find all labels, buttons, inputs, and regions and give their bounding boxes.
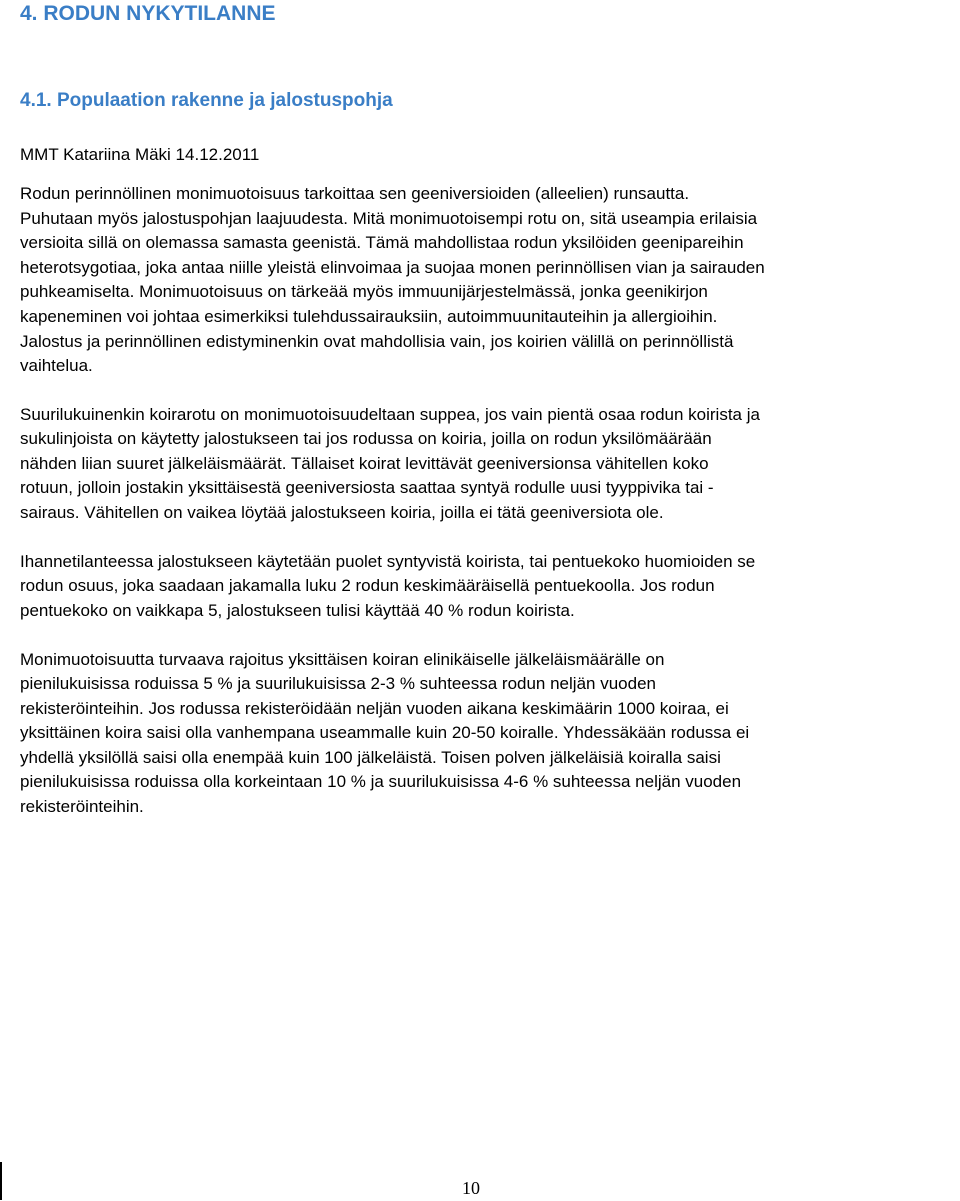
paragraph-line: pienilukuisissa roduissa 5 % ja suurilukuisissa 2-3 % suhteessa rodun neljän vuoden	[20, 674, 656, 693]
chapter-heading: 4. RODUN NYKYTILANNE	[20, 2, 276, 25]
paragraph-line: yhdellä yksilöllä saisi olla enempää kuin 100 jälkeläistä. Toisen polven jälkeläisiä koiralla saisi	[20, 748, 721, 767]
paragraph-line: yksittäinen koira saisi olla vanhempana useammalle kuin 20-50 koiralle. Yhdessäkään rodussa ei	[20, 723, 750, 742]
paragraph-line: sairaus. Vähitellen on vaikea löytää jalostukseen koiria, joilla ei tätä geeniversiota ole.	[20, 503, 664, 522]
paragraph-line: rotuun, jolloin jostakin yksittäisestä geeniversiosta saattaa syntyä rodulle uusi tyyppivika tai -	[20, 478, 714, 497]
footer-margin-rule	[0, 1162, 2, 1200]
paragraph-line: rekisteröinteihin.	[20, 797, 144, 816]
paragraph-line: pentuekoko on vaikkapa 5, jalostukseen tulisi käyttää 40 % rodun koirista.	[20, 601, 575, 620]
paragraph-line: pienilukuisissa roduissa olla korkeintaan 10 % ja suurilukuisissa 4-6 % suhteessa neljän vuoden	[20, 772, 742, 791]
paragraph-line: Monimuotoisuutta turvaava rajoitus yksittäisen koiran elinikäiselle jälkeläismäärälle on	[20, 650, 665, 669]
paragraph-line: Jalostus ja perinnöllinen edistyminenkin ovat mahdollisia vain, jos koirien välillä on perinnöllistä	[20, 332, 734, 351]
section-heading: 4.1. Populaation rakenne ja jalostuspohja	[20, 90, 393, 111]
paragraph-line: versioita sillä on olemassa samasta geenistä. Tämä mahdollistaa rodun yksilöiden geenipareihin	[20, 233, 744, 252]
paragraph-line: nähden liian suuret jälkeläismäärät. Tällaiset koirat levittävät geeniversionsa vähitellen koko	[20, 454, 709, 473]
paragraph-line: Rodun perinnöllinen monimuotoisuus tarkoittaa sen geeniversioiden (alleelien) runsautta.	[20, 184, 690, 203]
paragraph-line: Suurilukuinenkin koirarotu on monimuotoisuudeltaan suppea, jos vain pientä osaa rodun koirista ja	[20, 405, 760, 424]
paragraph-line: rodun osuus, joka saadaan jakamalla luku 2 rodun keskimääräisellä pentuekoolla. Jos rodun	[20, 576, 715, 595]
paragraph-line: vaihtelua.	[20, 356, 93, 375]
paragraph-line: Puhutaan myös jalostuspohjan laajuudesta. Mitä monimuotoisempi rotu on, sitä useampia erilaisia	[20, 209, 758, 228]
author-date-line: MMT Katariina Mäki 14.12.2011	[20, 145, 260, 164]
paragraph-line: heterotsygotiaa, joka antaa niille yleistä elinvoimaa ja suojaa monen perinnöllisen vian ja sairauden	[20, 258, 765, 277]
paragraph-line: Ihannetilanteessa jalostukseen käytetään puolet syntyvistä koirista, tai pentuekoko huomioiden se	[20, 552, 756, 571]
paragraph-line: sukulinjoista on käytetty jalostukseen tai jos rodussa on koiria, joilla on rodun yksilömäärään	[20, 429, 712, 448]
paragraph-line: rekisteröinteihin. Jos rodussa rekisteröidään neljän vuoden aikana keskimäärin 1000 koiraa, ei	[20, 699, 729, 718]
page-number: 10	[462, 1178, 480, 1198]
paragraph-line: puhkeamiselta. Monimuotoisuus on tärkeää myös immuunijärjestelmässä, jonka geenikirjon	[20, 282, 708, 301]
paragraph-line: kapeneminen voi johtaa esimerkiksi tulehdussairauksiin, autoimmuunitauteihin ja allergioihin.	[20, 307, 718, 326]
